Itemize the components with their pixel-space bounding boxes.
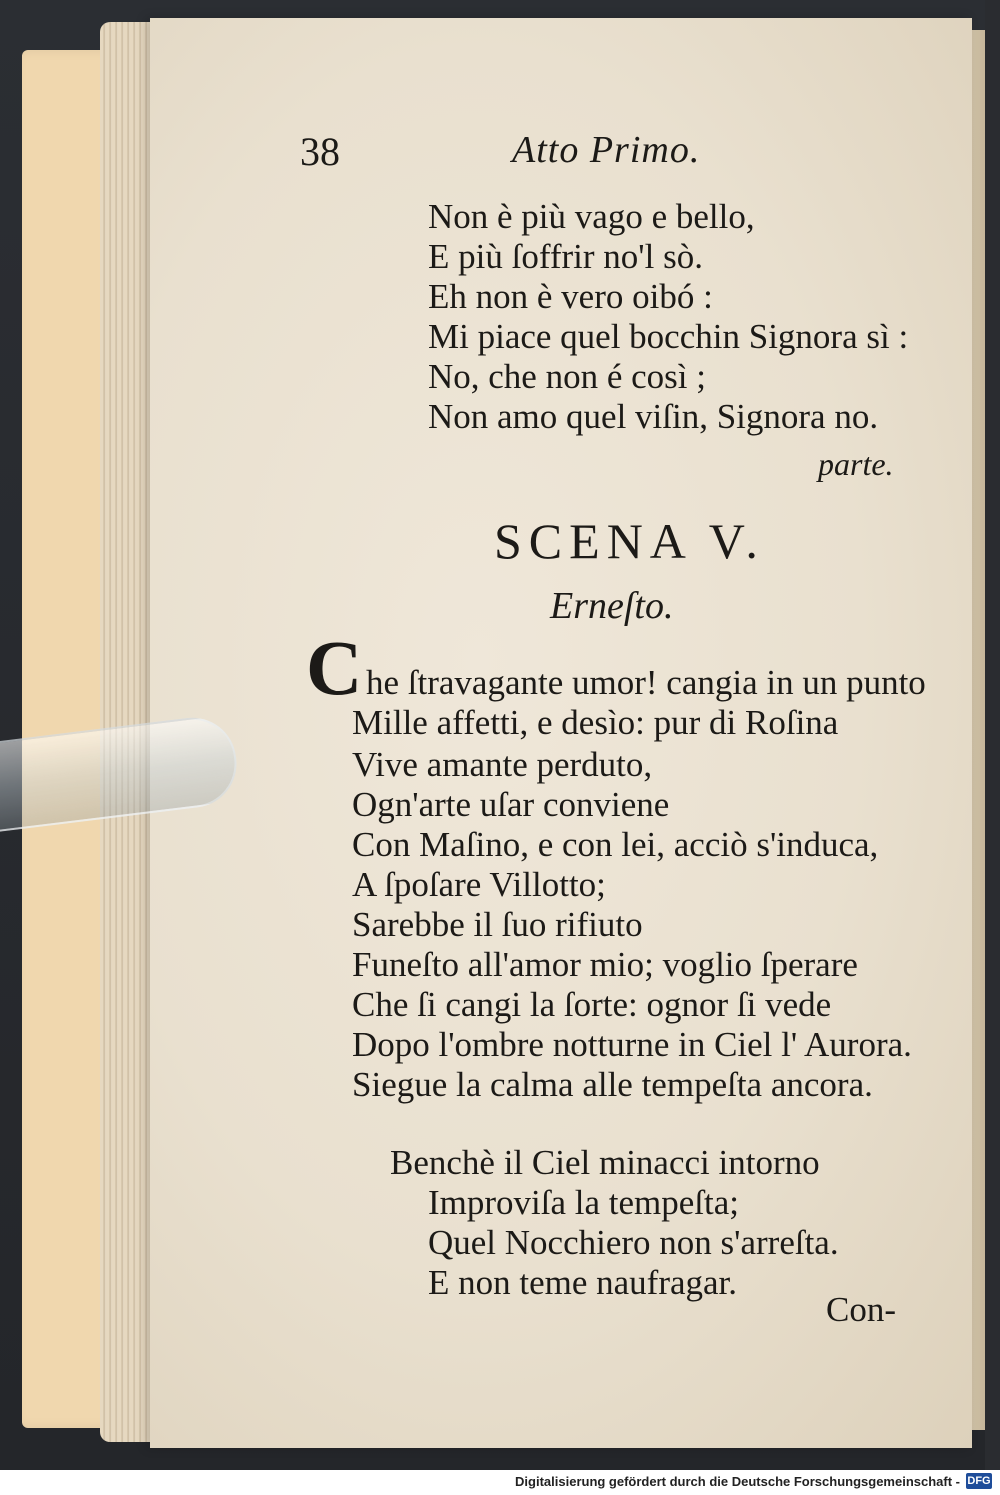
verse-line: Vive amante perduto, <box>352 745 653 784</box>
verse-line: Mille affetti, e desìo: pur di Roſina <box>352 703 839 742</box>
verse-line: Sarebbe il ſuo rifiuto <box>352 905 643 944</box>
verse-line: Mi piace quel bocchin Signora sì : <box>428 317 909 356</box>
verse-line: No, che non é così ; <box>428 357 706 396</box>
verse-line: Benchè il Ciel minacci intorno <box>390 1143 820 1182</box>
verse-line: Ogn'arte uſar conviene <box>352 785 670 824</box>
page-number: 38 <box>300 129 340 174</box>
drop-capital: C <box>306 624 363 711</box>
verse-line: E più ſoffrir no'l sò. <box>428 237 703 276</box>
verse-line: Non amo quel viſin, Signora no. <box>428 397 879 436</box>
verse-line: Improviſa la tempeſta; <box>428 1183 740 1222</box>
stage-direction: parte. <box>818 446 894 482</box>
footer-credit: Digitalisierung gefördert durch die Deutsche Forschungsgemeinschaft - <box>515 1474 960 1489</box>
verse-line: Quel Nocchiero non s'arreſta. <box>428 1223 839 1262</box>
scan-border-right <box>985 0 1000 1470</box>
scene-title: SCENA V. <box>494 513 765 569</box>
verse-line: Eh non è vero oibó : <box>428 277 713 316</box>
verse-line: Funeſto all'amor mio; voglio ſperare <box>352 945 858 984</box>
running-head: Atto Primo. <box>512 129 701 171</box>
verse-line: Dopo l'ombre notturne in Ciel l' Aurora. <box>352 1025 912 1064</box>
verse-line: A ſpoſare Villotto; <box>352 865 606 904</box>
verse-line: Siegue la calma alle tempeſta ancora. <box>352 1065 873 1104</box>
catchword: Con- <box>826 1290 896 1329</box>
verse-line: E non teme naufragar. <box>428 1263 738 1302</box>
verse-line: Non è più vago e bello, <box>428 197 755 236</box>
dfg-logo-icon: DFG <box>967 1475 991 1487</box>
verse-line: Con Maſino, e con lei, acciò s'induca, <box>352 825 879 864</box>
verse-line: he ſtravagante umor! cangia in un punto <box>366 663 926 702</box>
character-name: Erneſto. <box>550 585 674 627</box>
verse-line: Che ſi cangi la ſorte: ognor ſi vede <box>352 985 832 1024</box>
